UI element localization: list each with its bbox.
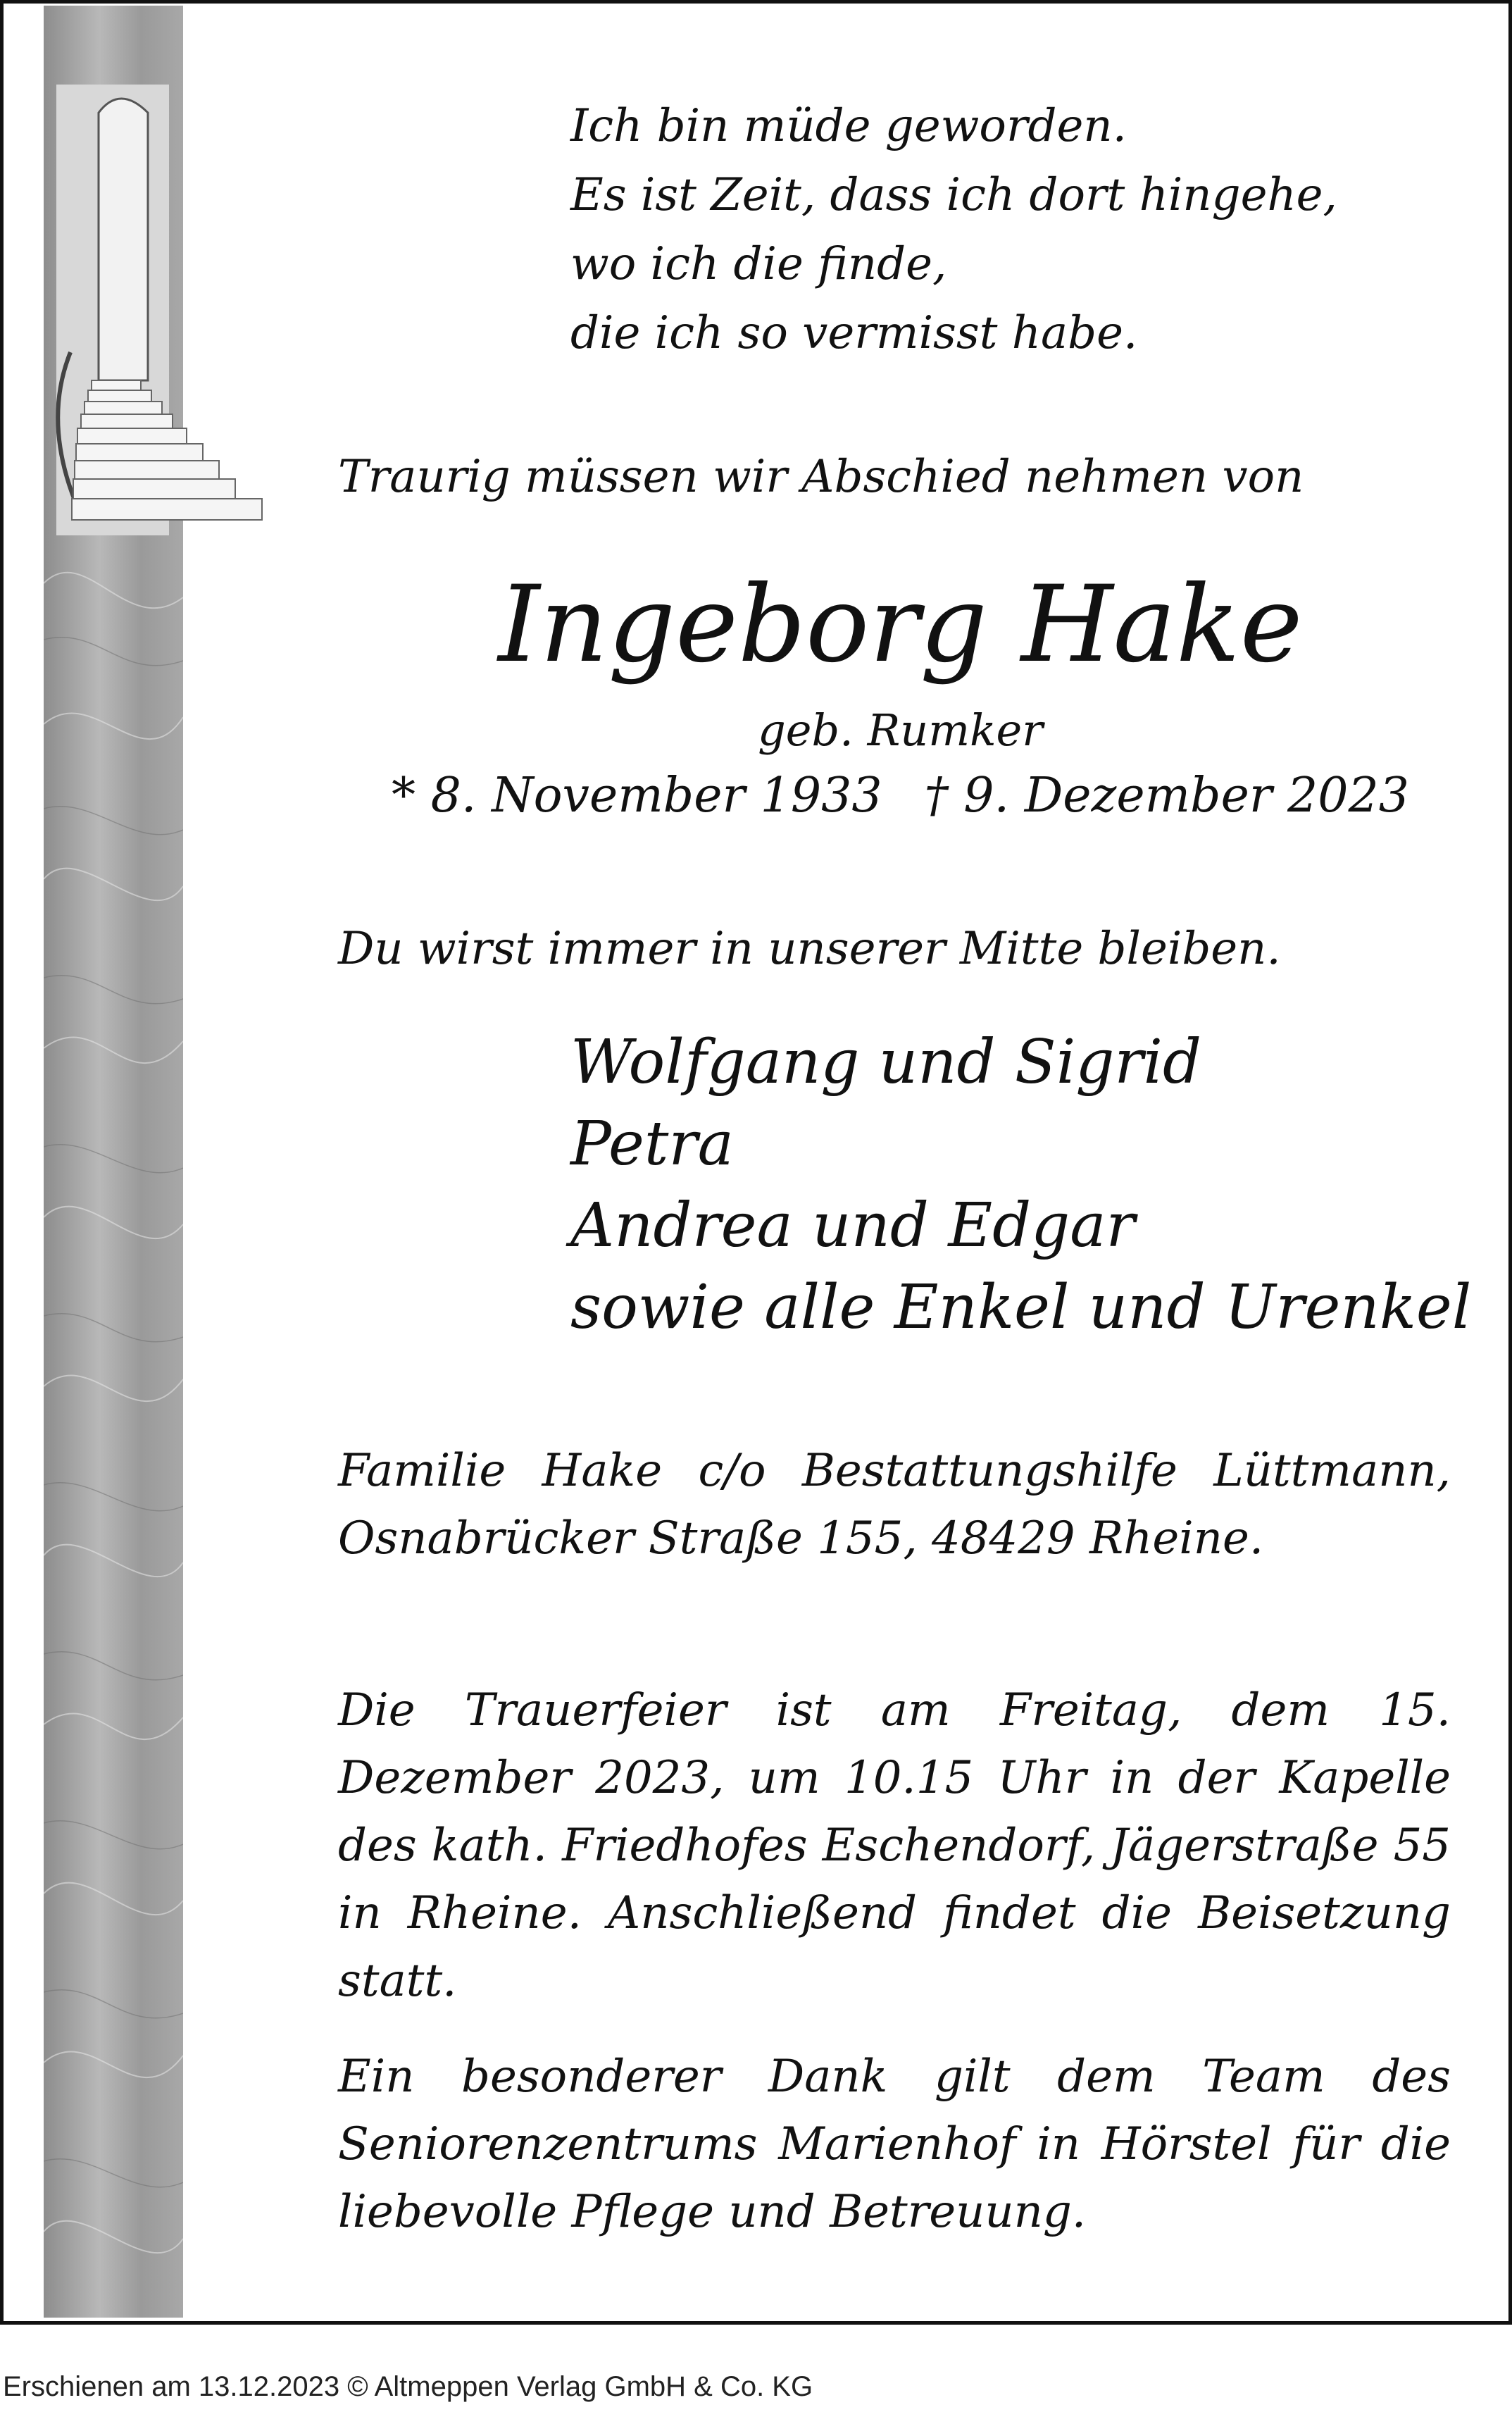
address-paragraph: Familie Hake c/o Bestattungshilfe Lüttmann, Osnabrücker Straße 155, 48429 Rheine. bbox=[338, 1445, 1451, 1565]
birth-name: geb. Rumker bbox=[758, 704, 1043, 756]
birth-date: * 8. November 1933 bbox=[391, 768, 882, 823]
intro-text: Traurig müssen wir Abschied nehmen von bbox=[338, 451, 1304, 503]
staircase-icon bbox=[14, 85, 296, 535]
farewell-text: Du wirst immer in unserer Mitte bleiben. bbox=[338, 923, 1281, 975]
life-dates bbox=[0, 768, 1512, 823]
poem-line: Es ist Zeit, dass ich dort hingehe, bbox=[570, 169, 1337, 221]
thanks-paragraph: Ein besonderer Dank gilt dem Team des Seniorenzentrums Marienhof in Hörstel für die liebevolle Pflege und Betreuung. bbox=[338, 2051, 1451, 2238]
service-paragraph: Die Trauerfeier ist am Freitag, dem 15. Dezember 2023, um 10.15 Uhr in der Kapelle des kath. Friedhofes Eschendorf, Jägerstraße 55 in Rheine. Anschließend findet die Beisetzung statt. bbox=[338, 1684, 1451, 2007]
mourner-line: Andrea und Edgar bbox=[570, 1191, 1135, 1261]
deceased-name: Ingeborg Hake bbox=[498, 564, 1303, 686]
mourner-line: Petra bbox=[570, 1109, 734, 1179]
poem bbox=[570, 92, 1337, 368]
mourner-line: sowie alle Enkel und Urenkel bbox=[570, 1272, 1472, 1343]
mourner-line: Wolfgang und Sigrid bbox=[570, 1027, 1202, 1098]
mourners-list bbox=[570, 1021, 1471, 1348]
poem-line: wo ich die finde, bbox=[570, 238, 947, 290]
publication-footer: Erschienen am 13.12.2023 © Altmeppen Verlag GmbH & Co. KG bbox=[3, 2371, 813, 2402]
death-date: † 9. Dezember 2023 bbox=[924, 768, 1409, 823]
poem-line: die ich so vermisst habe. bbox=[570, 307, 1138, 359]
poem-line: Ich bin müde geworden. bbox=[570, 100, 1127, 152]
